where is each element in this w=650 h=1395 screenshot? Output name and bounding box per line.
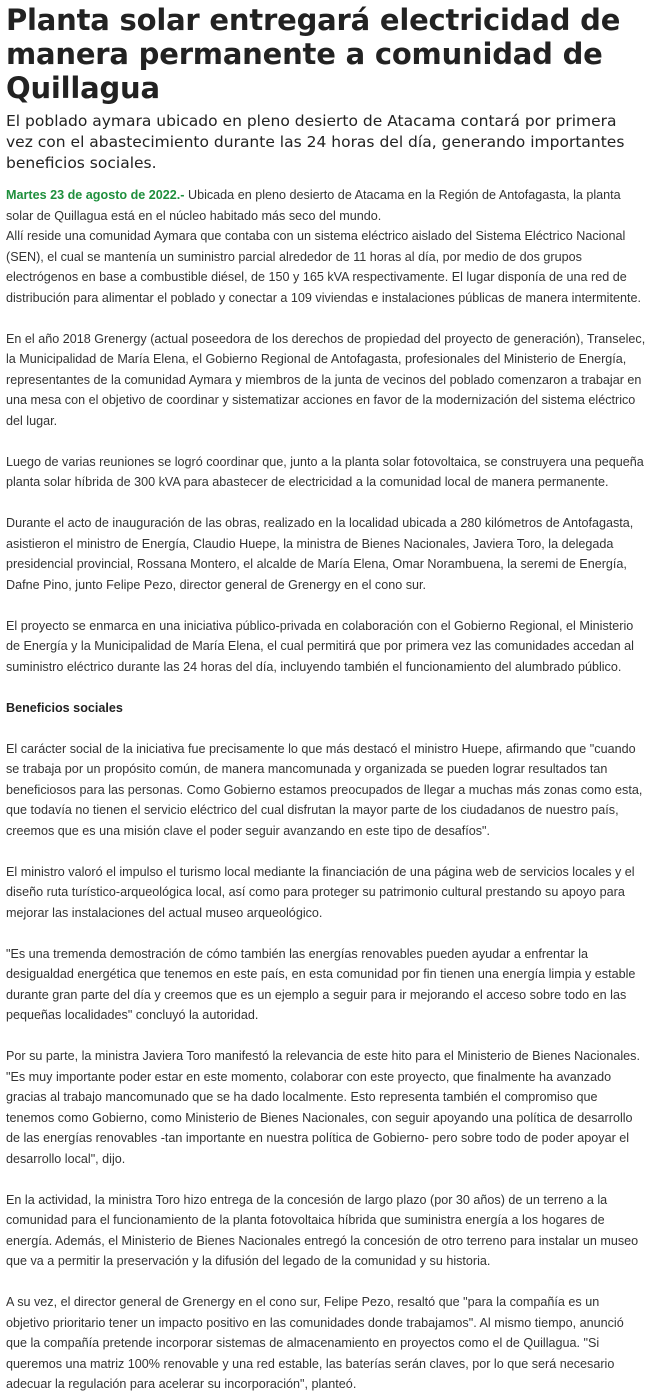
article-paragraph: El proyecto se enmarca en una iniciativa público-privada en colaboración con el Gobierno Regional, el Ministerio de Energía y la Municipalidad de María Elena, el cual permitirá que por primera vez las comunidades accedan al suministro eléctrico durante las 24 horas del día, incluyendo también el funcionamiento del alumbrado público. (6, 618, 634, 674)
article-paragraph: En la actividad, la ministra Toro hizo entrega de la concesión de largo plazo (por 30 años) de un terreno a la comunidad para el funcionamiento de la planta fotovoltaica híbrida que suministra energía a los hogares de energía. Además, el Ministerio de Bienes Nacionales entregó la concesión de otro terreno para instalar un museo que va a permitir la preservación y la difusión del legado de la comunidad y su historia. (6, 1192, 639, 1268)
article-paragraph: El ministro valoró el impulso el turismo local mediante la financiación de una página web de servicios locales y el diseño ruta turístico-arqueológica local, así como para proteger su patrimonio cultural prestando su apoyo para mejorar las instalaciones del actual museo arqueológico. (6, 864, 635, 920)
article-paragraph: Allí reside una comunidad Aymara que contaba con un sistema eléctrico aislado del Sistema Eléctrico Nacional (SEN), el cual se mantenía un suministro parcial alrededor de 11 horas al día, por medio de dos grupos electrógenos en base a combustible diésel, de 150 y 165 kVA respectivamente. El lugar disponía de una red de distribución para alimentar el poblado y conectar a 109 viviendas e instalaciones públicas de manera intermitente. (6, 229, 641, 305)
article-paragraph: Luego de varias reuniones se logró coordinar que, junto a la planta solar fotovoltaica, se construyera una pequeña planta solar híbrida de 300 kVA para abastecer de electricidad a la comunidad local de manera permanente. (6, 454, 644, 489)
article-paragraph: El carácter social de la iniciativa fue precisamente lo que más destacó el ministro Huepe, afirmando que "cuando se trabaja por un propósito común, de manera mancomunada y organizada se pueden lograr resultados tan beneficiosos para las personas. Como Gobierno estamos preocupados de llegar a muchas más zonas como esta, que todavía no tienen el servicio eléctrico del cual disfrutan la mayor parte de los ciudadanos de nuestro país, creemos que es una misión clave el poder seguir avanzando en este tipo de desafíos". (6, 741, 643, 838)
paragraph-text: Ubicada en pleno desierto de Atacama en la Región de Antofagasta, la planta solar de Quillagua está en el núcleo habitado más seco del mundo. (6, 188, 621, 223)
article-paragraph: Durante el acto de inauguración de las obras, realizado en la localidad ubicada a 280 kilómetros de Antofagasta, asistieron el ministro de Energía, Claudio Huepe, la ministra de Bienes Nacionales, Javiera Toro, la delegada presidencial provincial, Rossana Montero, el alcalde de María Elena, Omar Norambuena, la seremi de Energía, Dafne Pino, junto Felipe Pezo, director general de Grenergy en el cono sur. (6, 516, 634, 592)
article-body (6, 185, 646, 1395)
article-paragraph: Por su parte, la ministra Javiera Toro manifestó la relevancia de este hito para el Ministerio de Bienes Nacionales. "Es muy importante poder estar en este momento, colaborar con este proyecto, que finalmente ha avanzado gracias al trabajo mancomunado que se ha dado localmente. Esto representa también el compromiso que tenemos como Gobierno, como Ministerio de Bienes Nacionales, con seguir apoyando una política de desarrollo de las energías renovables -tan importante en nuestra política de Gobierno- pero sobre todo de poder apoyar el desarrollo local", dijo. (6, 1049, 640, 1166)
article-paragraph: "Es una tremenda demostración de cómo también las energías renovables pueden ayudar a enfrentar la desigualdad energética que tenemos en este país, en esta comunidad por fin tienen una energía limpia y estable durante gran parte del día y creemos que es un ejemplo a seguir para ir mejorando el acceso sobre todo en las pequeñas localidades" concluyó la autoridad. (6, 946, 636, 1022)
section-heading: Beneficios sociales (6, 700, 123, 715)
article-paragraph: En el año 2018 Grenergy (actual poseedora de los derechos de propiedad del proyecto de generación), Transelec, la Municipalidad de María Elena, el Gobierno Regional de Antofagasta, profesionales del Ministerio de Energía, representantes de la comunidad Aymara y miembros de la junta de vecinos del poblado comenzaron a trabajar en una mesa con el objetivo de coordinar y sistematizar acciones en favor de la modernización del sistema eléctrico del lugar. (6, 331, 646, 428)
article-subtitle: El poblado aymara ubicado en pleno desierto de Atacama contará por primera vez con el abastecimiento durante las 24 horas del día, generando importantes beneficios sociales. (6, 112, 625, 172)
article-date: Martes 23 de agosto de 2022.- (6, 188, 185, 202)
article-title: Planta solar entregará electricidad de manera permanente a comunidad de Quillagua (6, 3, 621, 105)
article-lead-paragraph (6, 185, 646, 226)
article-paragraph: A su vez, el director general de Grenergy en el cono sur, Felipe Pezo, resaltó que "para la compañía es un objetivo prioritario tener un impacto positivo en las comunidades donde trabajamos". Al mismo tiempo, anunció que la compañía pretende incorporar sistemas de almacenamiento en proyectos como el de Quillagua. "Si queremos una matriz 100% renovable y una red estable, las baterías serán claves, por lo que será necesario adecuar la regulación para acelerar su incorporación", planteó. (6, 1295, 624, 1391)
